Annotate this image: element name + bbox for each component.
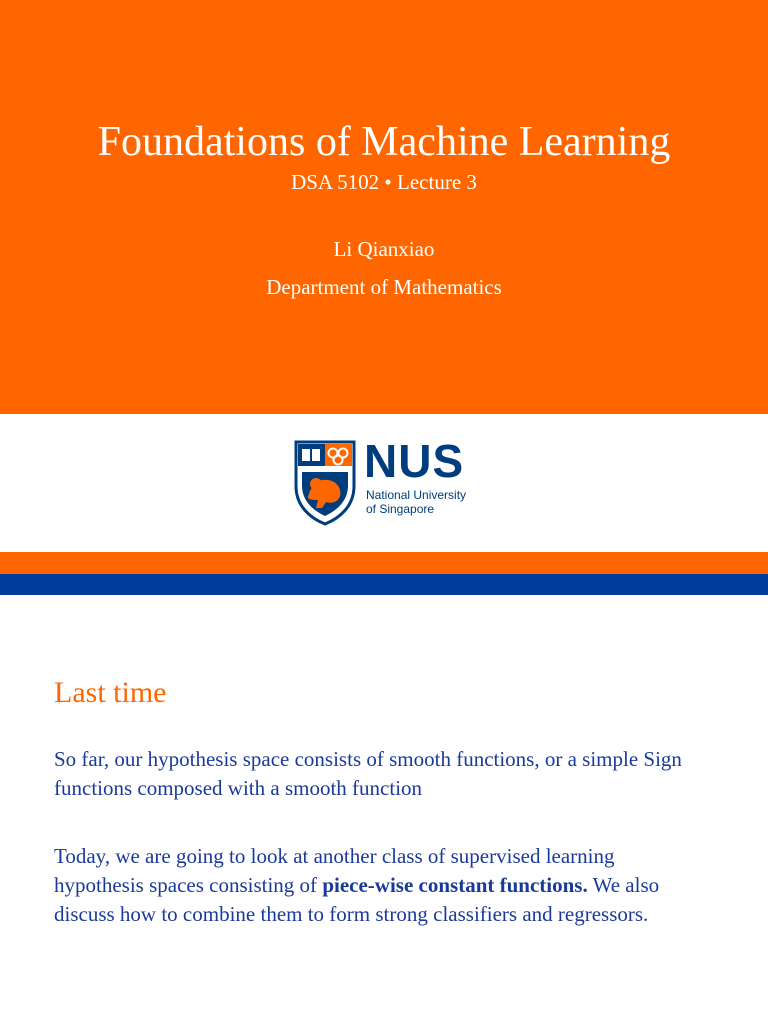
nus-wordmark: NUS — [364, 435, 465, 487]
course-subtitle: DSA 5102 • Lecture 3 — [291, 170, 477, 194]
paragraph-today — [54, 842, 694, 929]
paragraph-today-text-1: Today, we are going to look at another class of supervised learning hypothesis spaces consisting of — [54, 844, 615, 897]
paragraph-today-text-2: We also discuss how to combine them to form strong classifiers and regressors. — [54, 873, 660, 926]
author-name: Li Qianxiao — [333, 237, 435, 261]
paragraph-summary: So far, our hypothesis space consists of smooth functions, or a simple Sign functions composed with a smooth function — [54, 747, 682, 800]
nus-logo — [294, 435, 484, 526]
paragraph-today-emphasis: piece-wise constant functions. — [322, 873, 588, 897]
logo-text-line-2: of Singapore — [366, 502, 435, 516]
blue-divider-band — [0, 574, 768, 595]
title-banner — [0, 0, 768, 414]
section-title: Last time — [54, 676, 167, 709]
nus-crest-icon — [294, 438, 356, 526]
slide-title: Foundations of Machine Learning — [97, 119, 671, 165]
logo-text-line-1: National University — [366, 488, 467, 502]
department-name: Department of Mathematics — [266, 275, 502, 299]
orange-divider-band — [0, 552, 768, 574]
